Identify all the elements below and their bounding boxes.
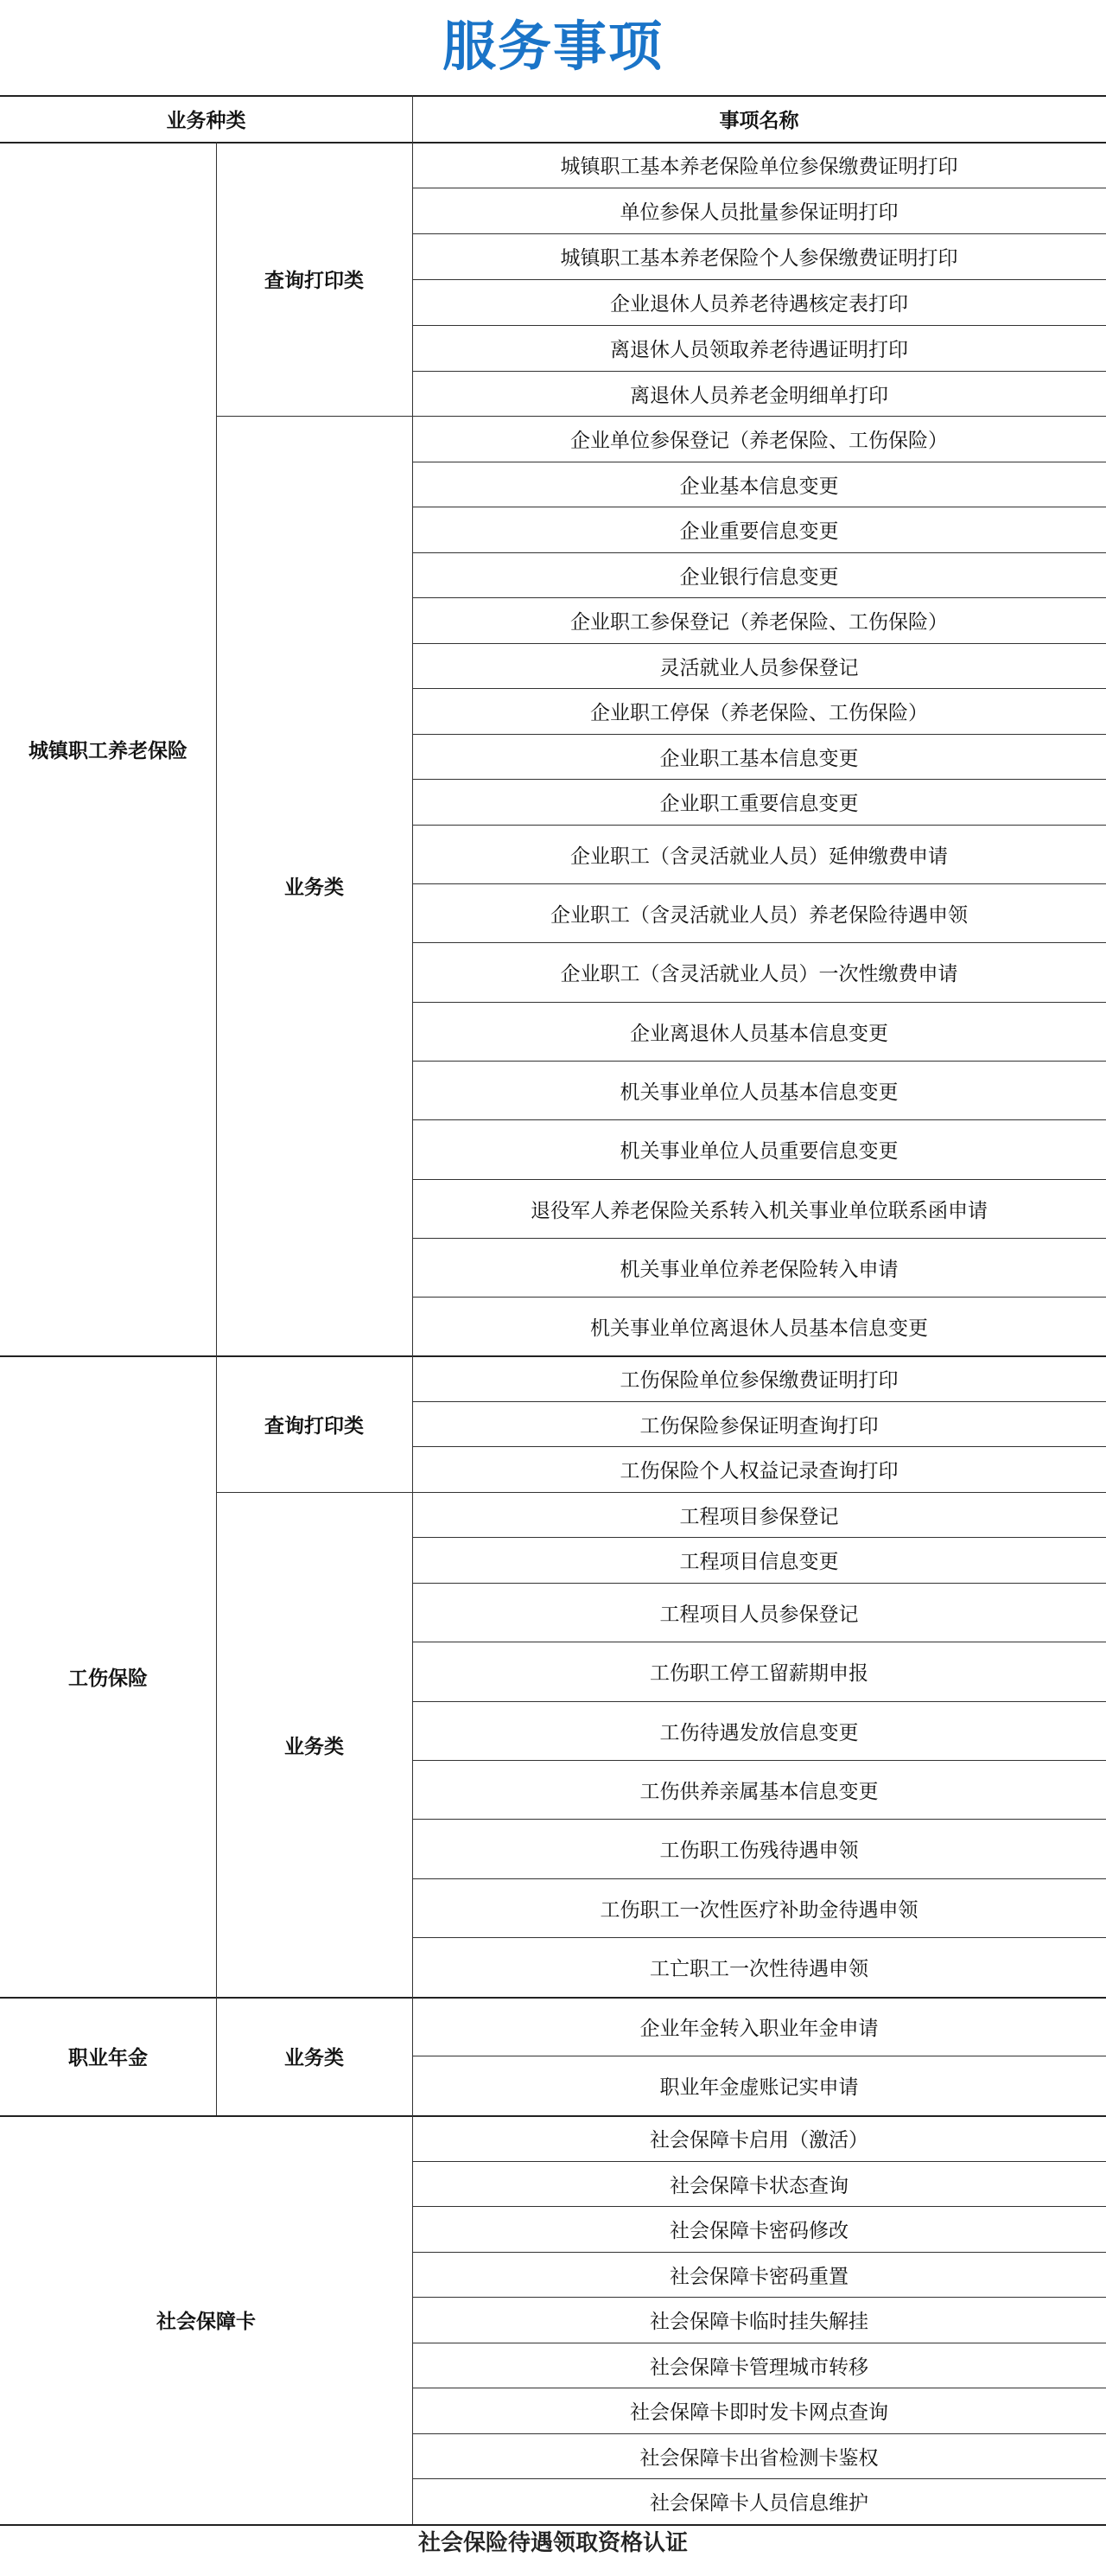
table-row-item: 企业退休人员养老待遇核定表打印 [610,293,908,316]
table-row-item: 社会保障卡即时发卡网点查询 [630,2401,888,2424]
group-name: 查询打印类 [264,270,364,292]
table-row-item: 企业银行信息变更 [679,565,839,589]
grid-line [412,1355,413,1997]
grid-line [412,1997,413,2115]
table-row-item: 企业单位参保登记（养老保险、工伤保险） [570,430,948,452]
table-row-item: 社会保障卡状态查询 [670,2174,849,2197]
table-row-item: 企业职工（含灵活就业人员）一次性缴费申请 [560,963,958,985]
table-row-item: 企业离退休人员基本信息变更 [630,1022,888,1045]
table-row-item: 工伤供养亲属基本信息变更 [639,1780,879,1803]
table-row-item: 工伤保险个人权益记录查询打印 [620,1460,899,1482]
grid-line [412,95,413,142]
table-row-item: 社会保障卡临时挂失解挂 [650,2311,868,2333]
table-row-item: 企业年金转入职业年金申请 [639,2017,879,2040]
group-name: 业务类 [284,1735,344,1758]
table-row-item: 工伤职工伤残待遇申领 [659,1840,859,1862]
table-row-item: 灵活就业人员参保登记 [659,656,859,679]
group-name: 查询打印类 [264,1414,364,1438]
table-row-item: 工伤职工一次性医疗补助金待遇申领 [600,1898,918,1922]
table-row-item: 企业职工（含灵活就业人员）延伸缴费申请 [570,845,948,868]
table-row-item: 社会保障卡密码修改 [670,2220,849,2242]
table-row-item: 企业重要信息变更 [679,520,839,543]
table-row-item: 社会保障卡出省检测卡鉴权 [639,2446,879,2470]
table-row-item: 城镇职工基本养老保险单位参保缴费证明打印 [560,156,958,178]
table-row-item: 工程项目信息变更 [679,1551,839,1573]
page-title: 服务事项 [442,15,664,78]
table-row-item: 单位参保人员批量参保证明打印 [620,201,899,224]
table-row-item: 离退休人员养老金明细单打印 [630,384,888,407]
section-name: 工伤保险 [68,1667,148,1690]
table-row-item: 社会保障卡密码重置 [670,2265,849,2288]
grid-line [216,1997,217,2115]
table-row-item: 工程项目参保登记 [679,1505,839,1528]
section-name: 社会保障卡 [156,2311,256,2333]
table-row-item: 职业年金虚账记实申请 [659,2076,859,2099]
table-row-item: 社会保障卡管理城市转移 [650,2356,868,2379]
table-row-item: 城镇职工基本养老保险个人参保缴费证明打印 [560,247,958,270]
table-row-item: 退役军人养老保险关系转入机关事业单位联系函申请 [531,1199,988,1222]
table-row-item: 机关事业单位养老保险转入申请 [620,1258,899,1281]
table-row-item: 机关事业单位离退休人员基本信息变更 [590,1317,928,1340]
table-row-item: 工伤保险单位参保缴费证明打印 [620,1369,899,1392]
table-row-item: 企业职工（含灵活就业人员）养老保险待遇申领 [550,903,968,927]
section-name: 城镇职工养老保险 [29,739,188,762]
header-item-name: 事项名称 [719,109,799,132]
grid-line [216,142,217,1355]
grid-line [412,2115,413,2524]
table-row-item: 机关事业单位人员基本信息变更 [620,1081,899,1104]
table-row-item: 企业职工基本信息变更 [659,747,859,770]
section-name: 职业年金 [68,2047,148,2069]
table-row-item: 企业职工参保登记（养老保险、工伤保险） [570,611,948,634]
table-row-item: 工伤职工停工留薪期申报 [650,1662,868,1685]
table-row-item: 工亡职工一次性待遇申领 [650,1958,868,1980]
grid-line [216,1355,217,1997]
table-row-item: 离退休人员领取养老待遇证明打印 [610,339,908,361]
table-row-item: 企业职工停保（养老保险、工伤保险） [590,702,928,724]
grid-line [412,142,413,1355]
table-row-item: 工伤保险参保证明查询打印 [639,1414,879,1438]
table-row-item: 机关事业单位人员重要信息变更 [620,1140,899,1163]
service-items-table [0,95,1106,2567]
table-row-item: 社会保障卡人员信息维护 [650,2492,868,2515]
header-category: 业务种类 [166,109,246,132]
table-row-item: 企业基本信息变更 [679,475,839,498]
table-row-item: 企业职工重要信息变更 [659,793,859,815]
table-row-item: 社会保障卡启用（激活） [650,2129,868,2152]
table-row-item: 工程项目人员参保登记 [659,1603,859,1626]
table-footer-text: 社会保险待遇领取资格认证 [417,2530,688,2556]
group-name: 业务类 [284,2047,344,2069]
group-name: 业务类 [284,877,344,899]
table-row-item: 工伤待遇发放信息变更 [659,1721,859,1744]
